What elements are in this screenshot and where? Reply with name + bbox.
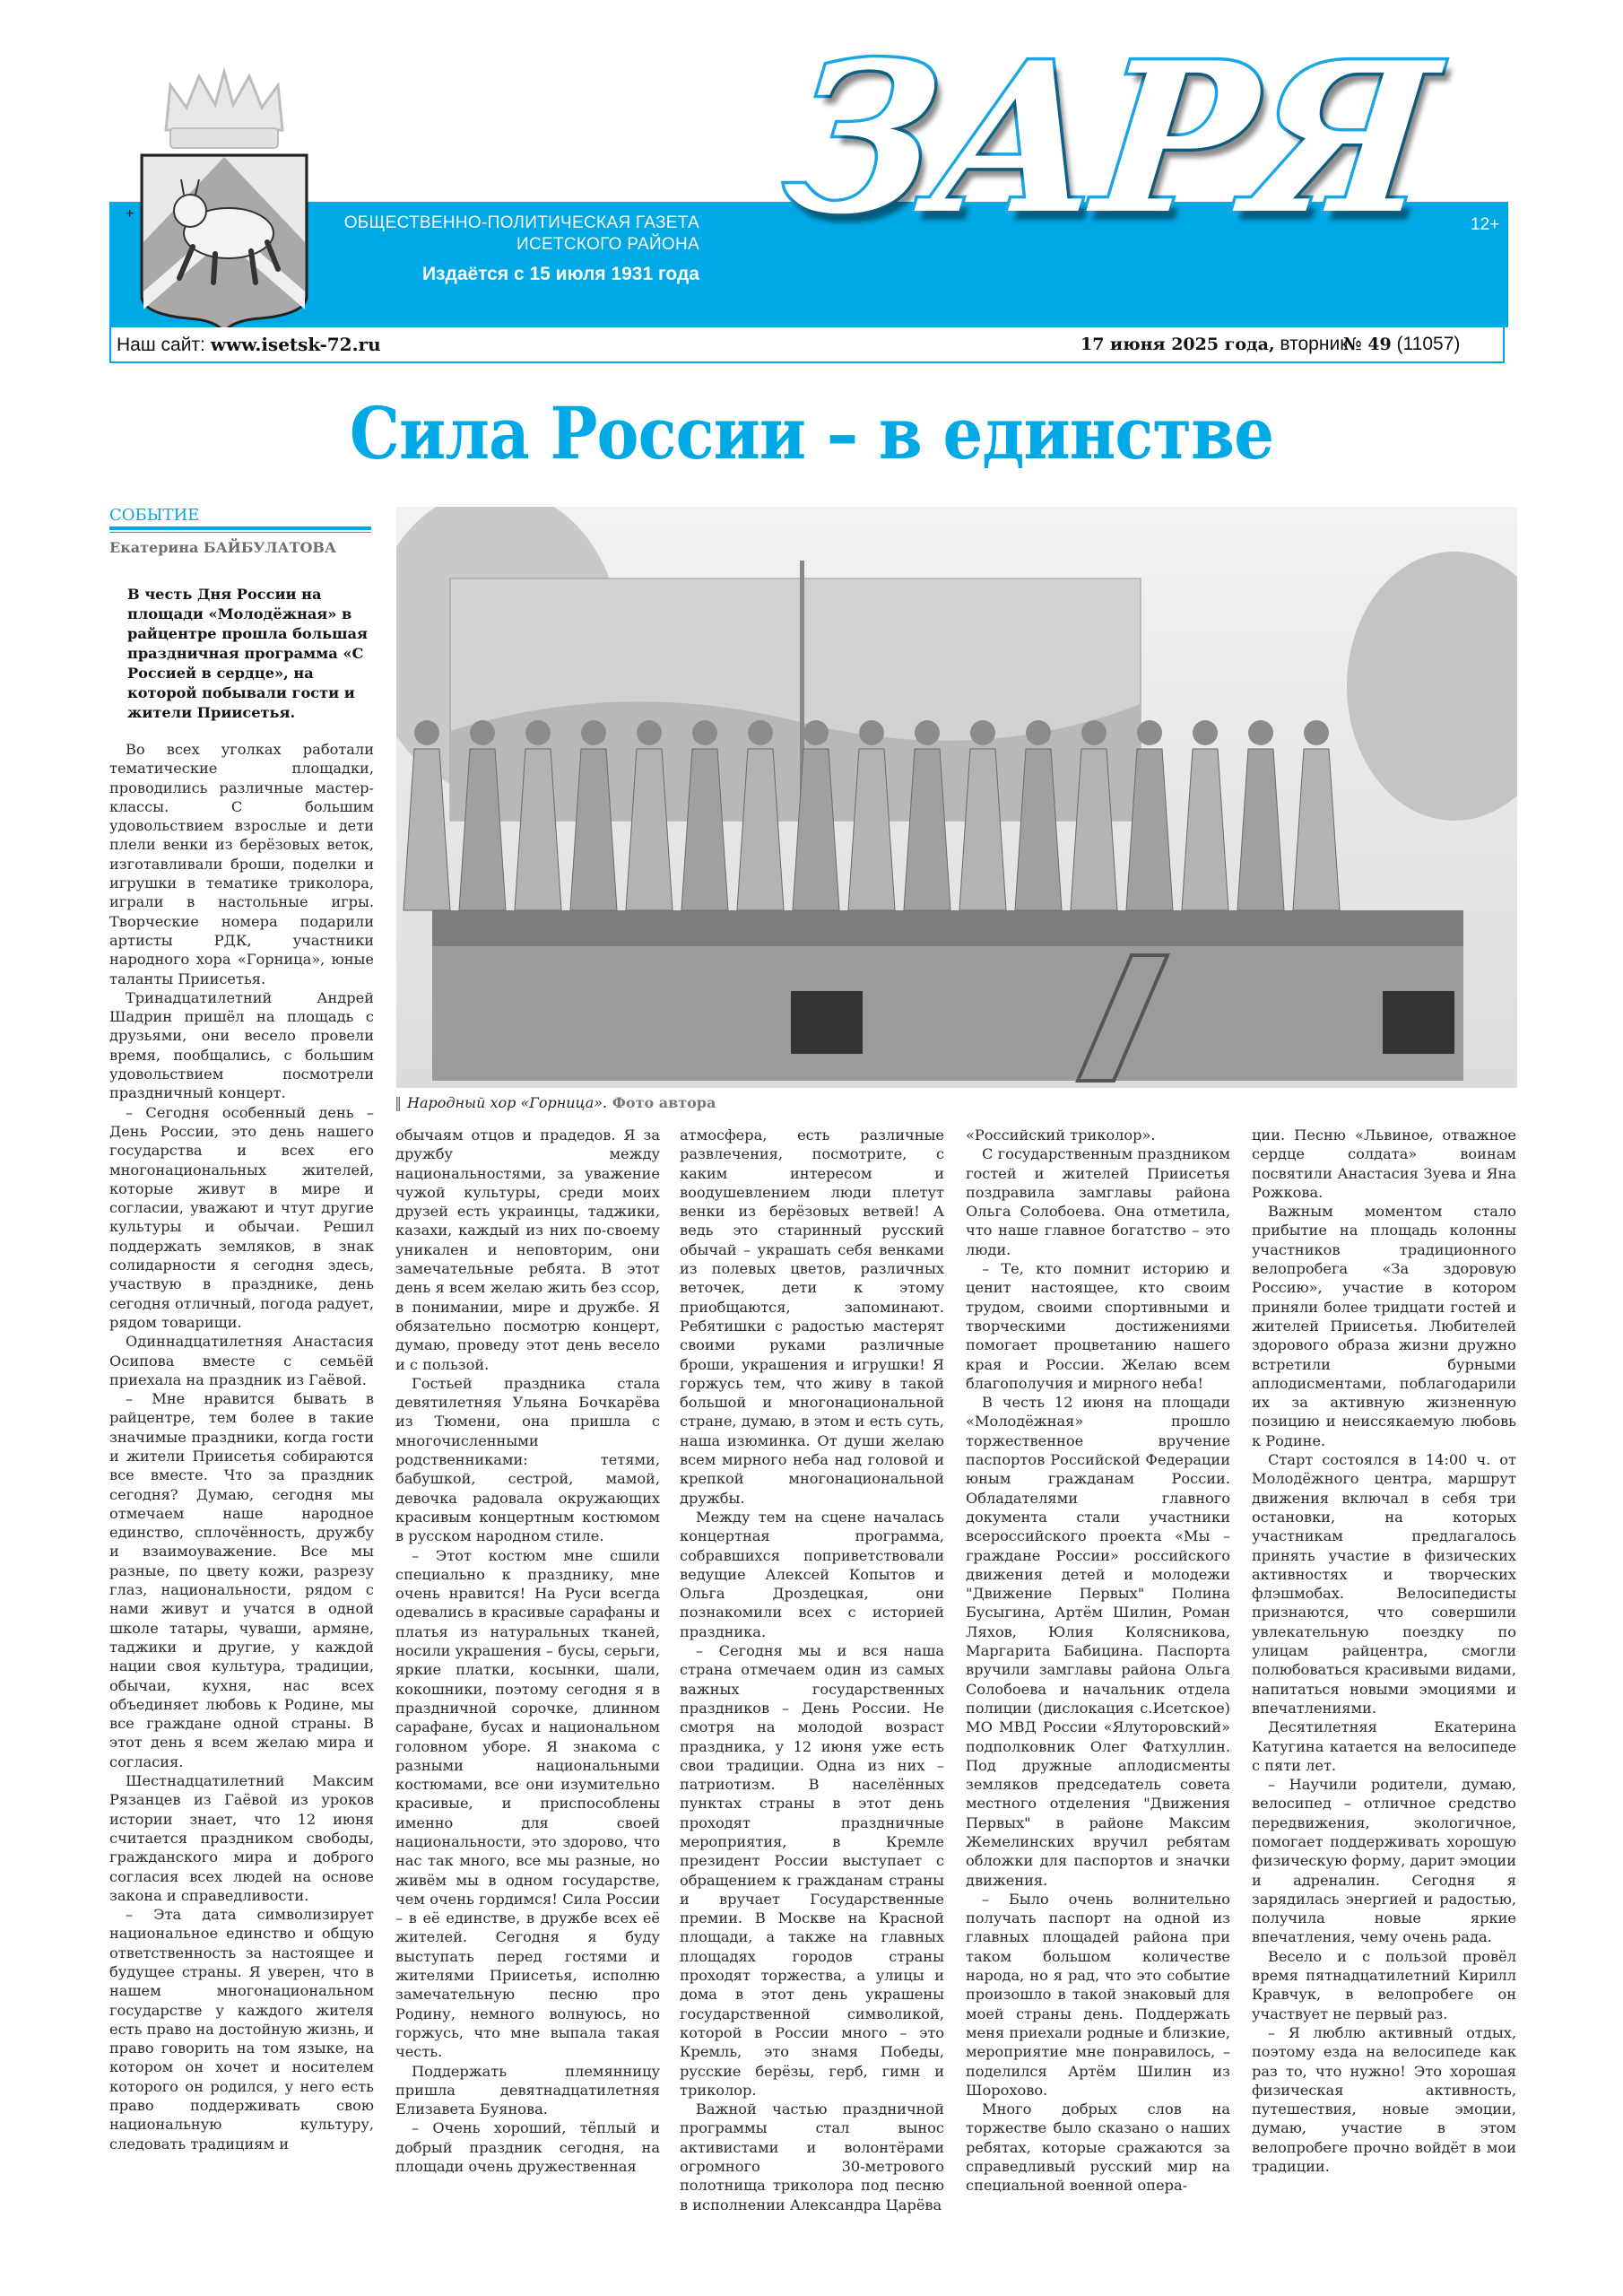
singer-head xyxy=(803,720,829,745)
issue-date xyxy=(1081,334,1348,355)
article-paragraph: Поддержать племянницу пришла девятнадцатилетняя Елизавета Буянова. xyxy=(395,2062,660,2118)
singer-head xyxy=(637,720,662,745)
singer-head xyxy=(1193,720,1218,745)
tagline-line2: ИСЕТСКОГО РАЙОНА xyxy=(516,235,699,254)
singer-head xyxy=(1304,720,1329,745)
age-rating: 12+ xyxy=(1471,215,1500,234)
site-line xyxy=(117,334,381,356)
weekday: вторник xyxy=(1274,334,1349,354)
article-column-1 xyxy=(109,740,374,2153)
newspaper-title-logo: ЗАРЯ xyxy=(776,18,1442,260)
article-paragraph: Весело и с пользой провёл время пятнадцатилетний Кирилл Кравчук, в велопробеге он участвует не первый раз. xyxy=(1252,1947,1516,2022)
article-paragraph: Много добрых слов на торжестве было сказано о наших ребятах, которые сражаются за справедливый русский мир на специальной военной опера- xyxy=(966,2100,1230,2195)
article-paragraph: Между тем на сцене началась концертная программа, собравшихся поприветствовали ведущие Алексей Копытов и Ольга Дроздецкая, они познакомили всех с историей праздника. xyxy=(680,1508,944,1640)
choir-stage-photo-icon xyxy=(396,507,1517,1088)
singer-head xyxy=(970,720,995,745)
rubric-label: СОБЫТИЕ xyxy=(109,506,200,525)
tagline-line1: ОБЩЕСТВЕННО-ПОЛИТИЧЕСКАЯ ГАЗЕТА xyxy=(343,213,699,232)
choir-singers xyxy=(404,720,1340,910)
article-paragraph: Десятилетняя Екатерина Катугина катается на велосипеде с пяти лет. xyxy=(1252,1718,1516,1774)
singer-head xyxy=(581,720,606,745)
site-link[interactable]: www.isetsk-72.ru xyxy=(210,334,381,355)
article-column-4 xyxy=(966,1126,1230,2196)
caption-text: Народный хор «Горница». xyxy=(407,1094,608,1111)
article-paragraph: атмосфера, есть различные развлечения, посмотрите, с каким интересом и воодушевлением люди плетут венки из берёзовых ветвей! А ведь это старинный русский обычай – украшать себя венками из полевых цветов, различных веточек, дети к этому приобщаются, запоминают. Ребятишки с радостью мастерят своими руками различные броши, украшения и игрушки! Я горжусь тем, что живу в такой большой и многонациональной стране, думаю, в этом и есть суть, наша изюминка. От души желаю всем мирного неба над головой и крепкой многонациональной дружбы. xyxy=(680,1126,944,1507)
article-paragraph: «Российский триколор». xyxy=(966,1126,1156,1144)
article-paragraph: – Сегодня особенный день – День России, это день нашего государства и всех его многонациональных жителей, которые живут в мире и согласии, уважают и чтут другие культуры и обычаи. Решил поддержать земляков, в знак солидарности я сегодня здесь, участвую в празднике, день сегодня отличный, погода радует, рядом товарищи. xyxy=(109,1103,374,1331)
article-paragraph: Одиннадцатилетняя Анастасия Осипова вместе с семьёй приехала на праздник из Гаёвой. xyxy=(109,1333,374,1388)
article-lead: В честь Дня России на площади «Молодёжная» в райцентре прошла большая праздничная программа «С Россией в сердце», на которой побывали гости и жители Приисетья. xyxy=(127,586,368,721)
article-column-5 xyxy=(1252,1126,1516,2176)
singer-head xyxy=(748,720,773,745)
lynx-coat-of-arms-icon xyxy=(135,67,314,332)
article-paragraph: – Было очень волнительно получать паспорт на одной из главных площадей района при таком большом количестве народа, но я рад, что это событие произошло в такой знаковый для моей страны день. Поддержать меня приехали родные и близкие, мероприятие мне понравилось, – поделился Артём Шилин из Шорохово. xyxy=(966,1890,1230,2099)
article-paragraph: Шестнадцатилетний Максим Рязанцев из Гаёвой из уроков истории знает, что 12 июня считается праздником свободы, гражданского мира и доброго согласия всех людей на основе закона и справедливости. xyxy=(109,1772,374,1904)
article-column-2 xyxy=(395,1126,660,2176)
article-paragraph: – Мне нравится бывать в райцентре, тем более в такие значимые праздники, когда гости и жители Приисетья собираются все вместе. Что за праздник сегодня? Думаю, сегодня мы отмечаем наше народное единство, сплочённость, дружбу и взаимоуважение. Все мы разные, по цвету кожи, разрезу глаз, национальности, рядом с нами живут и учатся в одной школе татары, чуваши, армяне, таджики и другие, у каждой нации своя культура, традиции, обычаи, кухня, нас всех объединяет любовь к Родине, мы все граждане одной страны. В этот день я всем желаю мира и согласия. xyxy=(109,1390,374,1770)
singer-head xyxy=(1026,720,1051,745)
singer-head xyxy=(1248,720,1273,745)
photo-caption xyxy=(395,1094,716,1111)
issue-total: (11057) xyxy=(1391,334,1461,354)
singer-head xyxy=(1081,720,1107,745)
article-paragraph: Важным моментом стало прибытие на площадь колонны участников традиционного велопробега «За здоровую Россию», участие в котором приняли более тридцати гостей и жителей Приисетья. Любителей здорового образа жизни дружно встретили бурными аплодисментами, поблагодарили их за активную жизненную позицию и неиссякаемую любовь к Родине. xyxy=(1252,1203,1516,1449)
article-paragraph: – Сегодня мы и вся наша страна отмечаем один из самых важных государственных праздников – День России. Не смотря на молодой возраст праздника, у 12 июня уже есть свои традиции. Одна из них – патриотизм. В населённых пунктах страны в этот день проходят праздничные мероприятия, в Кремле президент России выступает с обращением к гражданам страны и вручает Государственные премии. В Москве на Красной площади, а также на главных площадях городов страны проходят торжества, а улицы и дома в этот день украшены государственной символикой, которой в России много – это Кремль, это знамя Победы, русские берёзы, герб, гимн и триколор. xyxy=(680,1642,944,2099)
caption-bar-icon: ‖ xyxy=(395,1094,402,1111)
article-paragraph: Во всех уголках работали тематические площадки, проводились различные мастер-классы. С большим удовольствием взрослые и дети плели венки из берёзовых веток, изготавливали броши, поделки и игрушки в тематике триколора, играли в настольные игры. Творческие номера подарили артисты РДК, участники народного хора «Горница», юные таланты Приисетья. xyxy=(109,741,374,987)
rubric-divider xyxy=(109,526,371,530)
issue-number-value: № 49 xyxy=(1343,335,1392,354)
singer-head xyxy=(1137,720,1162,745)
article-paragraph: С государственным праздником гостей и жителей Приисетья поздравила замглавы района Ольга Солобоева. Она отметила, что наше главное богатство – это люди. xyxy=(966,1145,1230,1258)
article-photo xyxy=(396,507,1517,1088)
article-paragraph: Гостьей праздника стала девятилетняя Ульяна Бочкарёва из Тюмени, она пришла с многочисленными родственниками: тетями, бабушкой, сестрой, мамой, девочка радовала окружающих красивым концертным костюмом в русском народном стиле. xyxy=(395,1374,660,1545)
singer-head xyxy=(470,720,495,745)
singer-head xyxy=(525,720,551,745)
article-paragraph: Важной частью праздничной программы стал вынос активистами и волонтёрами огромного 30-метрового полотнища триколора под песню в исполнении Александра Царёва xyxy=(680,2100,944,2213)
article-paragraph: – Этот костюм мне сшили специально к празднику, мне очень нравится! На Руси всегда одевались в красивые сарафаны и платья из натуральных тканей, носили украшения – бусы, серьги, яркие платки, косынки, шали, кокошники, поэтому сегодня я в праздничной сорочке, длинном сарафане, бусах и национальном головном уборе. Я знакома с разными национальными костюмами, все они изумительно красивые, и приспособлены именно для своей национальности, это здорово, что нас так много, все мы разные, но живём мы в одном государстве, чем очень гордимся! Сила России – в её единстве, в дружбе всех её жителей. Сегодня я буду выступать перед гостями и жителями Приисетья, исполню замечательную песню про Родину, немного волнуюсь, но горжусь, что мне выпала такая честь. xyxy=(395,1546,660,2061)
article-paragraph: Тринадцатилетний Андрей Шадрин пришёл на площадь с друзьями, они весело провели время, пообщались, с большим удовольствием посмотрели праздничный концерт. xyxy=(109,988,374,1102)
singer-head xyxy=(414,720,439,745)
singer-head xyxy=(859,720,884,745)
article-headline: Сила России – в единстве xyxy=(349,391,1274,475)
article-paragraph: – Я люблю активный отдых, поэтому езда на велосипеде как раз то, что нужно! Это хорошая физическая активность, путешествия, новые эмоции, думаю, участие в этом велопробеге прочно войдёт в мои традиции. xyxy=(1252,2023,1516,2176)
rubric-divider-thin xyxy=(109,532,371,533)
singer-head xyxy=(692,720,717,745)
article-column-3 xyxy=(680,1126,944,2214)
issue-number xyxy=(1343,334,1460,355)
date-value: 17 июня 2025 года, xyxy=(1081,335,1275,354)
article-paragraph: – Очень хороший, тёплый и добрый праздник сегодня, на площади очень дружественная xyxy=(395,2119,660,2176)
article-paragraph: – Эта дата символизирует национальное единство и общую ответственность за настоящее и будущее страны. Я уверен, что в нашем многонациональном государстве у каждого жителя есть право на достойную жизнь, и право говорить на том языке, на котором он хочет и носителем которого он родился, у него есть право поддерживать свою национальную культуру, следовать традициям и xyxy=(109,1906,374,2152)
article-paragraph: обычаям отцов и прадедов. Я за дружбу между национальностями, за уважение чужой культуры, среди моих друзей есть украинцы, таджики, казахи, каждый из них по-своему уникален и неповторим, они замечательные ребята. В этот день я всем желаю жить без ссор, в понимании, мире и дружбе. Я обязательно посмотрю концерт, думаю, проведу этот день весело и с пользой. xyxy=(395,1126,660,1373)
since-line: Издаётся с 15 июля 1931 года xyxy=(421,264,699,284)
caption-credit: Фото автора xyxy=(607,1094,716,1111)
article-paragraph: Старт состоялся в 14:00 ч. от Молодёжного центра, маршрут движения включал в себя три остановки, на которых участникам предлагалось принять участие в физических активностях и творческих флэшмобах. Велосипедисты признаются, что совершили увлекательную поездку по улицам райцентра, смогли полюбоваться красивыми видами, напитаться новыми эмоциями и впечатлениями. xyxy=(1252,1451,1516,1717)
article-paragraph: В честь 12 июня на площади «Молодёжная» прошло торжественное вручение паспортов Российской Федерации юным гражданам России. Обладателями главного документа стали участники всероссийского проекта «Мы – граждане России» российского движения детей и молодежи "Движение Первых" Полина Бусыгина, Артём Шилин, Роман Ляхов, Юлия Колясникова, Маргарита Бабицина. Паспорта вручили замглавы района Ольга Солобоева и начальник отдела полиции (дислокация с.Исетское) МО МВД России «Ялуторовский» подполковник Олег Фатхуллин. Под дружные аплодисменты земляков председатель совета местного отделения "Движения Первых" в районе Максим Жемелинских вручил ребятам обложки для паспортов и значки движения. xyxy=(966,1394,1230,1889)
article-paragraph: – Те, кто помнит историю и ценит настоящее, кто своим трудом, своими спортивными и творческими достижениями помогает процветанию нашего края и России. Желаю всем благополучия и мирного неба! xyxy=(966,1260,1230,1392)
article-paragraph: ции. Песню «Львиное, отважное сердце солдата» воинам посвятили Анастасия Зуева и Яна Рожкова. xyxy=(1252,1126,1516,1201)
registration-mark: + xyxy=(126,206,135,222)
singer-head xyxy=(915,720,940,745)
masthead xyxy=(0,0,1623,377)
site-label: Наш сайт: xyxy=(117,335,211,355)
author-byline: Екатерина БАЙБУЛАТОВА xyxy=(109,539,336,556)
article-paragraph: – Научили родители, думаю, велосипед – отличное средство передвижения, экологичное, помогает поддерживать хорошую физическую форму, дарит эмоции и адреналин. Сегодня я зарядилась энергией и радостью, получила новые яркие впечатления, чему очень рада. xyxy=(1252,1776,1516,1946)
